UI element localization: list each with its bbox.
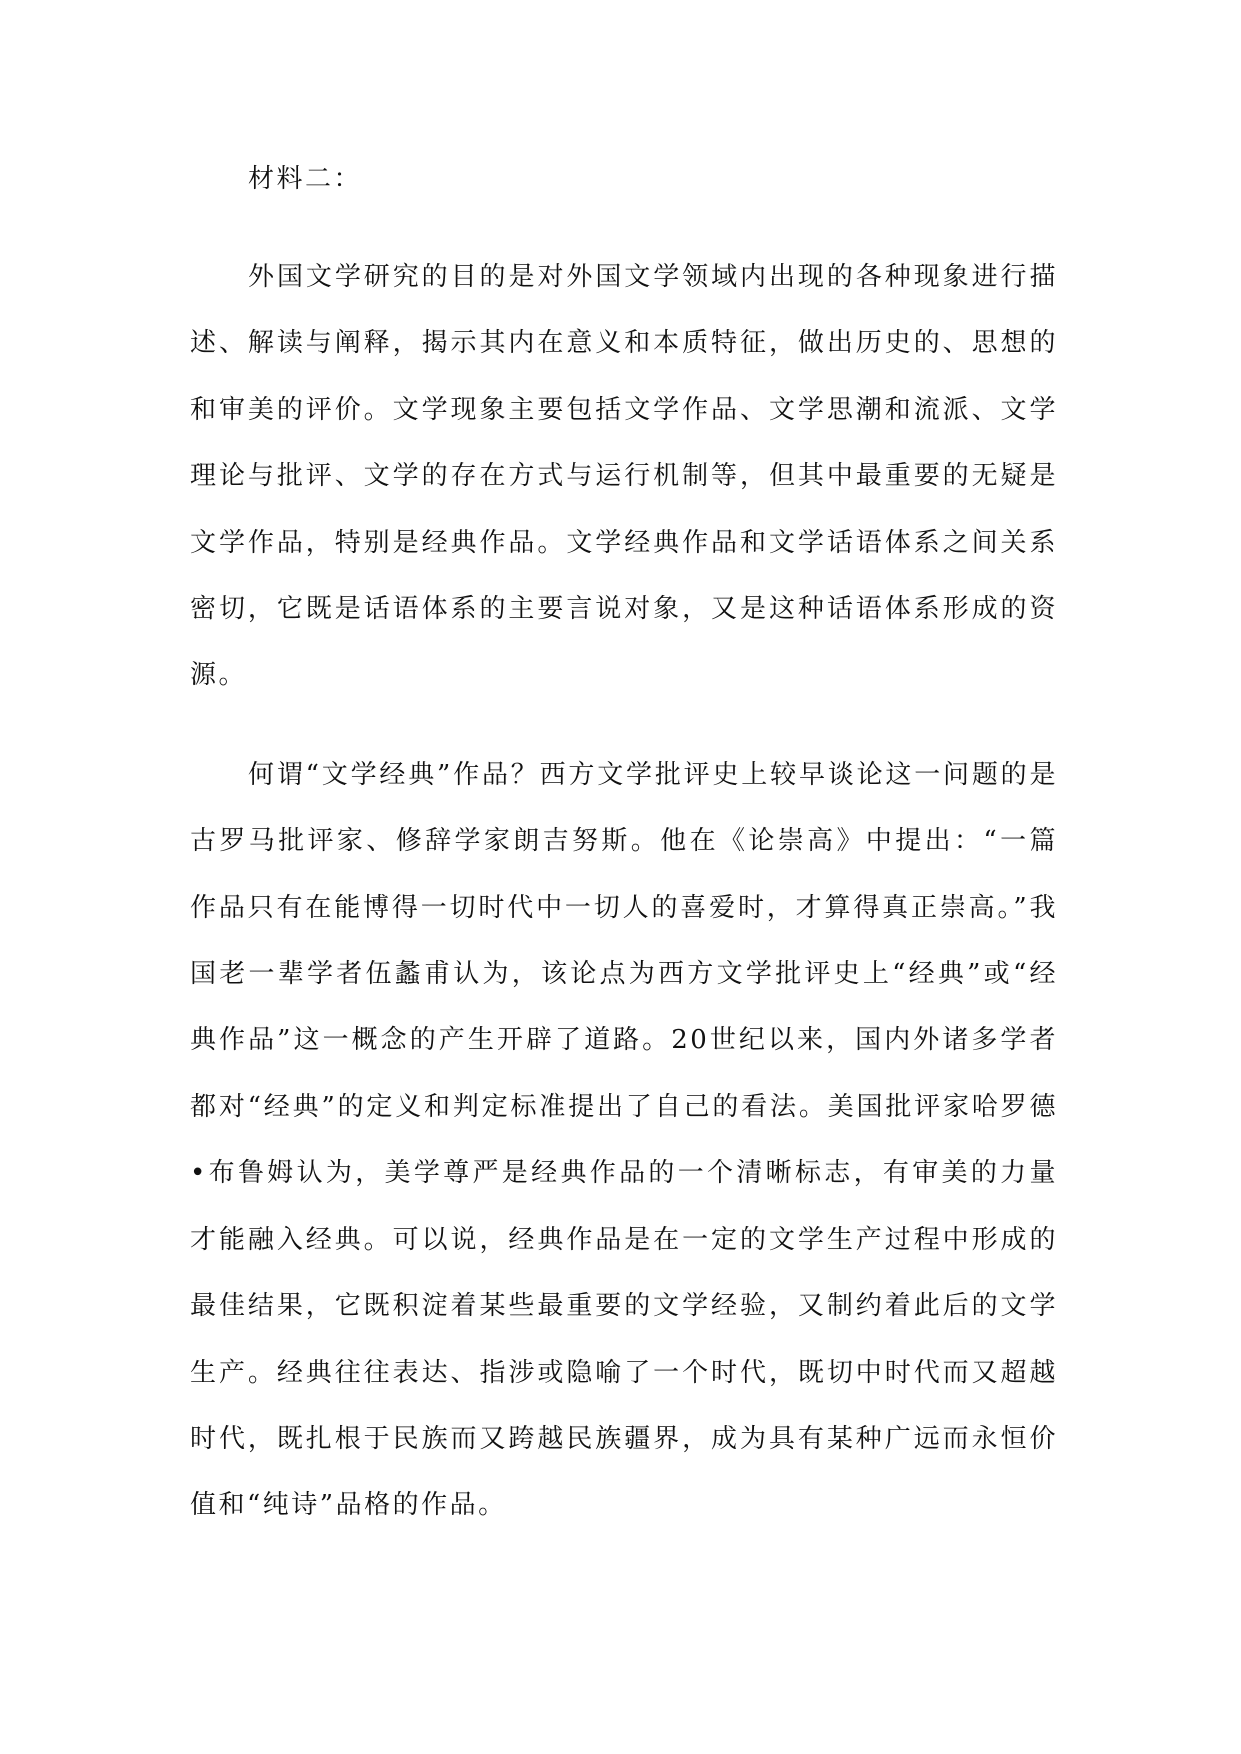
document-body (190, 146, 1058, 1539)
paragraph-1: 外国文学研究的目的是对外国文学领域内出现的各种现象进行描述、解读与阐释，揭示其内在意义和本质特征，做出历史的、思想的和审美的评价。文学现象主要包括文学作品、文学思潮和流派、文学理论与批评、文学的存在方式与运行机制等，但其中最重要的无疑是文学作品，特别是经典作品。文学经典作品和文学话语体系之间关系密切，它既是话语体系的主要言说对象，又是这种话语体系形成的资源。 (190, 262, 1058, 691)
paragraph-2: 何谓“文学经典”作品？西方文学批评史上较早谈论这一问题的是古罗马批评家、修辞学家朗吉努斯。他在《论崇高》中提出：“一篇作品只有在能博得一切时代中一切人的喜爱时，才算得真正崇高。”我国老一辈学者伍蠡甫认为，该论点为西方文学批评史上“经典”或“经典作品”这一概念的产生开辟了道路。20世纪以来，国内外诸多学者都对“经典”的定义和判定标准提出了自己的看法。美国批评家哈罗德•布鲁姆认为，美学尊严是经典作品的一个清晰标志，有审美的力量才能融入经典。可以说，经典作品是在一定的文学生产过程中形成的最佳结果，它既积淀着某些最重要的文学经验，又制约着此后的文学生产。经典往往表达、指涉或隐喻了一个时代，既切中时代而又超越时代，既扎根于民族而又跨越民族疆界，成为具有某种广远而永恒价值和“纯诗”品格的作品。 (190, 759, 1058, 1521)
section-heading: 材料二： (248, 164, 363, 194)
